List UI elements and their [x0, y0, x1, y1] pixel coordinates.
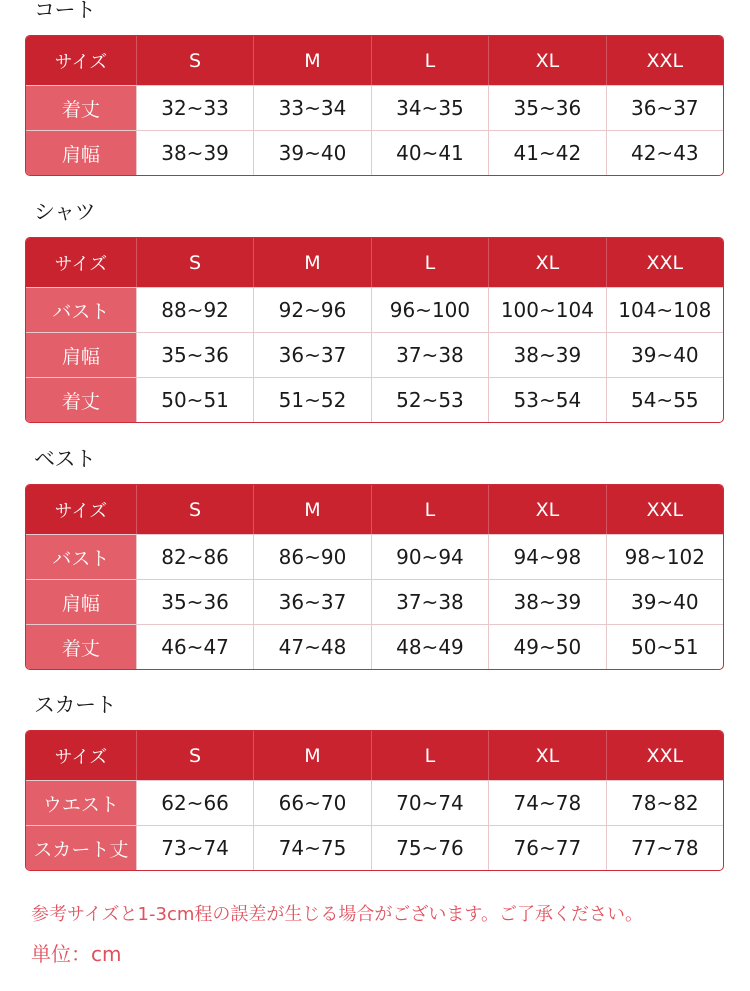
table-cell: 39~40	[606, 333, 723, 377]
table-header-row	[26, 731, 723, 780]
table-row	[26, 377, 723, 422]
row-label: バスト	[26, 288, 136, 332]
table-cell: 39~40	[253, 131, 370, 175]
table-cell: 96~100	[371, 288, 488, 332]
size-xxl: XXL	[606, 36, 723, 85]
header-label: サイズ	[54, 51, 108, 73]
table-cell: 100~104	[488, 288, 605, 332]
size-m: M	[253, 731, 370, 780]
table-header-row	[26, 36, 723, 85]
skirt-size-table	[25, 730, 724, 871]
table-cell: 62~66	[136, 781, 253, 825]
coat-size-table	[25, 35, 724, 176]
table-cell: 41~42	[488, 131, 605, 175]
table-cell: 35~36	[488, 86, 605, 130]
row-label: ウエスト	[26, 781, 136, 825]
vest-section-title: ベスト	[34, 447, 96, 471]
table-header-row	[26, 238, 723, 287]
skirt-section-title: スカート	[34, 693, 116, 717]
table-row	[26, 287, 723, 332]
row-label: スカート丈	[26, 826, 136, 870]
table-cell: 39~40	[606, 580, 723, 624]
table-header-row	[26, 485, 723, 534]
coat-section-title: コート	[34, 0, 96, 22]
table-cell: 32~33	[136, 86, 253, 130]
table-cell: 36~37	[253, 333, 370, 377]
size-s: S	[136, 36, 253, 85]
table-cell: 48~49	[371, 625, 488, 669]
table-row	[26, 85, 723, 130]
row-label: 肩幅	[26, 131, 136, 175]
table-cell: 66~70	[253, 781, 370, 825]
row-label: 肩幅	[26, 333, 136, 377]
row-label: バスト	[26, 535, 136, 579]
table-cell: 49~50	[488, 625, 605, 669]
table-cell: 76~77	[488, 826, 605, 870]
table-cell: 47~48	[253, 625, 370, 669]
table-cell: 34~35	[371, 86, 488, 130]
table-cell: 74~75	[253, 826, 370, 870]
table-cell: 92~96	[253, 288, 370, 332]
table-cell: 52~53	[371, 378, 488, 422]
header-label: サイズ	[54, 253, 108, 275]
size-xl: XL	[488, 36, 605, 85]
header-label: サイズ	[54, 746, 108, 768]
table-cell: 37~38	[371, 333, 488, 377]
table-cell: 75~76	[371, 826, 488, 870]
size-s: S	[136, 731, 253, 780]
table-row	[26, 534, 723, 579]
row-label: 着丈	[26, 86, 136, 130]
size-xxl: XXL	[606, 485, 723, 534]
row-label: 着丈	[26, 378, 136, 422]
table-row	[26, 579, 723, 624]
size-m: M	[253, 36, 370, 85]
disclaimer-note: 参考サイズと1-3cm程の誤差が生じる場合がございます。ご了承ください。	[31, 904, 643, 925]
table-row	[26, 780, 723, 825]
header-label: サイズ	[54, 500, 108, 522]
table-cell: 78~82	[606, 781, 723, 825]
table-cell: 77~78	[606, 826, 723, 870]
table-cell: 74~78	[488, 781, 605, 825]
row-label: 肩幅	[26, 580, 136, 624]
size-xl: XL	[488, 238, 605, 287]
table-cell: 70~74	[371, 781, 488, 825]
size-xxl: XXL	[606, 731, 723, 780]
table-row	[26, 130, 723, 175]
table-cell: 51~52	[253, 378, 370, 422]
size-s: S	[136, 485, 253, 534]
row-label: 着丈	[26, 625, 136, 669]
size-xl: XL	[488, 731, 605, 780]
table-cell: 35~36	[136, 333, 253, 377]
size-xxl: XXL	[606, 238, 723, 287]
table-cell: 73~74	[136, 826, 253, 870]
size-xl: XL	[488, 485, 605, 534]
shirt-section-title: シャツ	[34, 200, 96, 224]
table-cell: 36~37	[606, 86, 723, 130]
table-cell: 33~34	[253, 86, 370, 130]
table-cell: 38~39	[488, 333, 605, 377]
size-m: M	[253, 238, 370, 287]
table-cell: 36~37	[253, 580, 370, 624]
table-cell: 98~102	[606, 535, 723, 579]
table-cell: 35~36	[136, 580, 253, 624]
table-cell: 82~86	[136, 535, 253, 579]
table-cell: 38~39	[136, 131, 253, 175]
table-cell: 104~108	[606, 288, 723, 332]
table-cell: 38~39	[488, 580, 605, 624]
table-row	[26, 825, 723, 870]
table-cell: 53~54	[488, 378, 605, 422]
table-cell: 94~98	[488, 535, 605, 579]
size-l: L	[371, 36, 488, 85]
table-cell: 88~92	[136, 288, 253, 332]
table-cell: 37~38	[371, 580, 488, 624]
table-cell: 86~90	[253, 535, 370, 579]
table-row	[26, 624, 723, 669]
table-cell: 42~43	[606, 131, 723, 175]
vest-size-table	[25, 484, 724, 670]
table-cell: 50~51	[606, 625, 723, 669]
table-cell: 40~41	[371, 131, 488, 175]
shirt-size-table	[25, 237, 724, 423]
table-row	[26, 332, 723, 377]
size-s: S	[136, 238, 253, 287]
table-cell: 54~55	[606, 378, 723, 422]
size-l: L	[371, 485, 488, 534]
unit-note: 単位：cm	[31, 942, 122, 966]
table-cell: 46~47	[136, 625, 253, 669]
size-l: L	[371, 238, 488, 287]
table-cell: 50~51	[136, 378, 253, 422]
size-l: L	[371, 731, 488, 780]
size-m: M	[253, 485, 370, 534]
table-cell: 90~94	[371, 535, 488, 579]
